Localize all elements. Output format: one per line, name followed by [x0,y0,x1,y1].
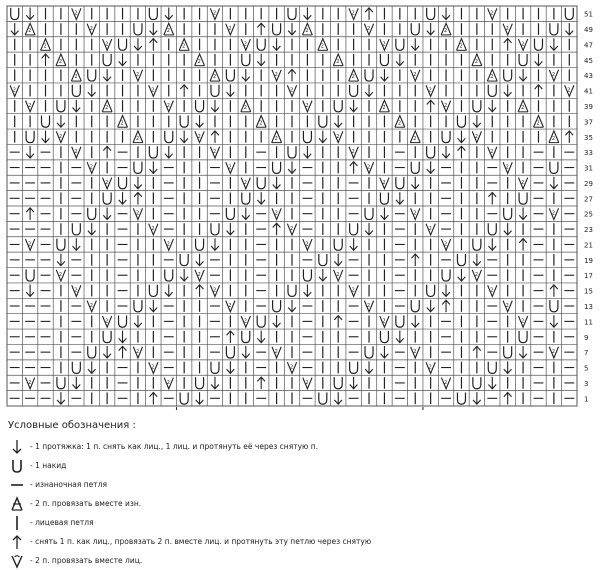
p2tog-mark: 2 [459,43,463,50]
k2tog-mark: 2 [243,318,247,325]
p2tog-mark: 2 [351,74,355,81]
legend-row-pull-through [8,437,598,456]
row-number-label: 27 [584,195,593,204]
k2tog-mark: 2 [89,164,93,171]
k2tog-mark: 2 [305,379,309,386]
k2tog-mark: 2 [290,226,294,233]
p2tog-mark: 2 [521,105,525,111]
legend-text-purl-two-together: - 2 п. провязать вместе изн. [30,499,142,508]
k2tog-mark: 2 [243,179,247,186]
row-number-label: 3 [584,379,589,388]
k2tog-mark: 2 [444,241,448,248]
pattern-repeat-bracket [176,407,422,410]
row-number-label: 29 [584,179,593,188]
k2tog-mark: 2 [74,287,78,294]
k2tog-mark: 2 [336,133,340,140]
p2tog-mark: 2 [43,43,47,50]
legend-row-double-decrease [8,532,598,551]
p2tog-mark: 2 [120,120,124,127]
k2tog-mark: 2 [382,179,386,186]
k2tog-mark: 2 [367,303,371,309]
legend-row-purl [8,475,598,494]
row-number-label: 23 [584,226,593,235]
k2tog-mark: 2 [212,149,217,156]
k2tog-mark: 2 [28,103,32,109]
k2tog-mark: 2 [490,149,494,156]
k2tog-mark: 2 [166,379,170,386]
legend [8,420,598,570]
k2tog-mark: 2 [336,272,340,279]
k2tog-mark: 2 [505,26,509,33]
k2tog-mark: 2 [521,318,525,325]
k2tog-mark: 2 [105,41,109,48]
k2tog-mark: 2 [367,26,371,33]
k2tog-mark: 2 [166,241,170,248]
k2tog-mark: 2 [351,287,355,294]
k2tog-mark: 2 [212,10,217,17]
k2tog-mark: 2 [89,26,93,33]
k2tog-mark: 2 [12,87,16,94]
legend-row-purl-two-together [8,494,598,513]
k2tog-mark: 2 [521,41,525,48]
row-number-label: 35 [584,133,593,142]
legend-text-purl: - изнаночная петля [30,480,107,489]
legend-text-knit-two-together: - 2 п. провязать вместе лиц. [30,556,143,565]
k2tog-mark: 2 [274,210,278,217]
k2tog-mark: 2 [551,349,556,356]
k2tog-mark: 2 [428,226,432,233]
p2tog-mark: 2 [382,105,386,111]
k2tog-mark: 2 [243,41,247,48]
p2tog-mark: 2 [243,105,247,111]
row-number-label: 11 [584,318,593,327]
k2tog-mark: 2 [551,210,556,217]
p2tog-mark: 2 [320,43,324,50]
yarn-over-icon [8,457,26,475]
k2tog-mark: 2 [274,349,278,356]
row-number-label: 1 [584,395,589,404]
p2tog-mark: 2 [182,43,186,50]
p2tog-mark: 2 [336,58,340,65]
k2tog-mark: 2 [444,379,448,386]
p2tog-mark: 2 [259,120,263,127]
k2tog-mark: 2 [521,179,525,186]
k2tog-mark: 2 [567,87,571,94]
k2tog-mark: 2 [428,87,432,94]
row-number-label: 17 [584,272,593,281]
k2tog-mark: 2 [212,287,217,294]
k2tog-mark: 2 [151,226,155,233]
pull-through-icon [8,438,26,456]
p2tog-mark: 2 [474,58,479,65]
p2tog-mark: 2 [444,28,448,35]
row-number-label: 39 [584,103,593,111]
row-number-label: 25 [584,210,593,219]
row-number-label: 45 [584,56,593,65]
k2tog-mark: 2 [382,318,386,325]
k2tog-mark: 2 [351,149,355,156]
k2tog-mark: 2 [74,10,78,17]
p2tog-mark: 2 [135,135,140,142]
p2tog-mark: 2 [105,105,109,111]
row-number-label: 51 [584,10,593,19]
k2tog-mark: 2 [74,149,78,156]
p2tog-mark: 2 [536,120,540,127]
p2tog-mark: 2 [212,74,217,81]
legend-row-knit [8,513,598,532]
row-number-label: 43 [584,72,593,81]
k2tog-mark: 2 [290,87,294,94]
k2tog-mark: 2 [351,10,355,17]
row-number-label: 7 [584,349,589,358]
row-number-label: 21 [584,241,593,250]
k2tog-mark: 2 [305,241,309,248]
p2tog-mark: 2 [166,28,170,35]
k2tog-mark: 2 [166,103,170,109]
p2tog-mark: 2 [551,135,556,142]
legend-text-double-decrease: - снять 1 п. как лиц., провязать 2 п. вместе лиц. и протянуть эту петлю через снятую [30,537,372,546]
row-number-label: 13 [584,303,593,311]
row-number-label: 33 [584,149,593,158]
k2tog-mark: 2 [474,272,479,279]
legend-row-knit-two-together [8,551,598,570]
p2tog-mark: 2 [197,58,201,65]
legend-text-knit: - лицевая петля [30,518,94,527]
legend-title: Условные обозначения : [8,420,136,431]
k2tog-mark: 2 [151,87,155,94]
k2tog-mark: 2 [413,210,417,217]
k2tog-mark: 2 [197,133,201,140]
k2tog-mark: 2 [28,379,32,386]
k2tog-mark: 2 [151,364,155,371]
k2tog-mark: 2 [135,72,140,79]
k2tog-mark: 2 [305,103,309,109]
row-number-label: 37 [584,118,593,127]
row-number-label: 41 [584,87,593,96]
p2tog-mark: 2 [413,135,417,142]
knit-icon [8,514,26,532]
k2tog-mark: 2 [197,272,201,279]
k2tog-mark: 2 [105,179,109,186]
k2tog-mark: 2 [428,364,432,371]
k2tog-mark: 2 [367,164,371,171]
row-number-label: 47 [584,41,593,50]
k2tog-mark: 2 [135,349,140,356]
double-decrease-icon [8,533,26,551]
k2tog-mark: 2 [505,164,509,171]
k2tog-mark: 2 [228,26,232,33]
legend-row-yarn-over [8,456,598,475]
k2tog-mark: 2 [474,133,479,140]
p2tog-mark: 2 [74,74,78,81]
k2tog-mark: 2 [58,133,63,140]
k2tog-mark: 2 [28,241,32,248]
p2tog-mark: 2 [397,120,402,127]
k2tog-mark: 2 [505,303,509,309]
k2tog-mark: 2 [58,272,63,279]
k2tog-mark: 2 [382,41,386,48]
legend-text-pull-through: - 1 протяжка: 1 п. снять как лиц., 1 лиц. и протянуть её через снятую п. [30,442,319,451]
k2tog-mark: 2 [444,103,448,109]
row-number-label: 15 [584,287,593,296]
k2tog-mark: 2 [105,318,109,325]
p2tog-mark: 2 [58,58,63,65]
k2tog-mark: 2 [413,72,417,79]
k2tog-mark: 2 [274,72,278,79]
k2tog-mark: 2 [228,164,232,171]
row-number-label: 49 [584,26,593,35]
k2tog-mark: 2 [551,72,556,79]
k2tog-mark: 2 [290,364,294,371]
row-number-label: 5 [584,364,589,373]
purl-icon [8,476,26,494]
k2tog-mark: 2 [228,303,232,309]
row-number-label: 19 [584,256,593,265]
k2tog-mark: 2 [413,349,417,356]
p2tog-mark: 2 [490,74,494,81]
legend-text-yarn-over: - 1 накид [30,461,67,470]
p2tog-mark: 2 [28,28,32,35]
p2tog-mark: 2 [305,28,309,35]
k2tog-mark: 2 [490,10,494,17]
k2tog-mark: 2 [89,303,93,309]
purl-two-together-icon [8,495,26,513]
row-number-label: 9 [584,333,589,342]
p2tog-mark: 2 [274,135,278,142]
k2tog-mark: 2 [490,287,494,294]
row-number-label: 31 [584,164,593,173]
k2tog-mark: 2 [135,210,140,217]
